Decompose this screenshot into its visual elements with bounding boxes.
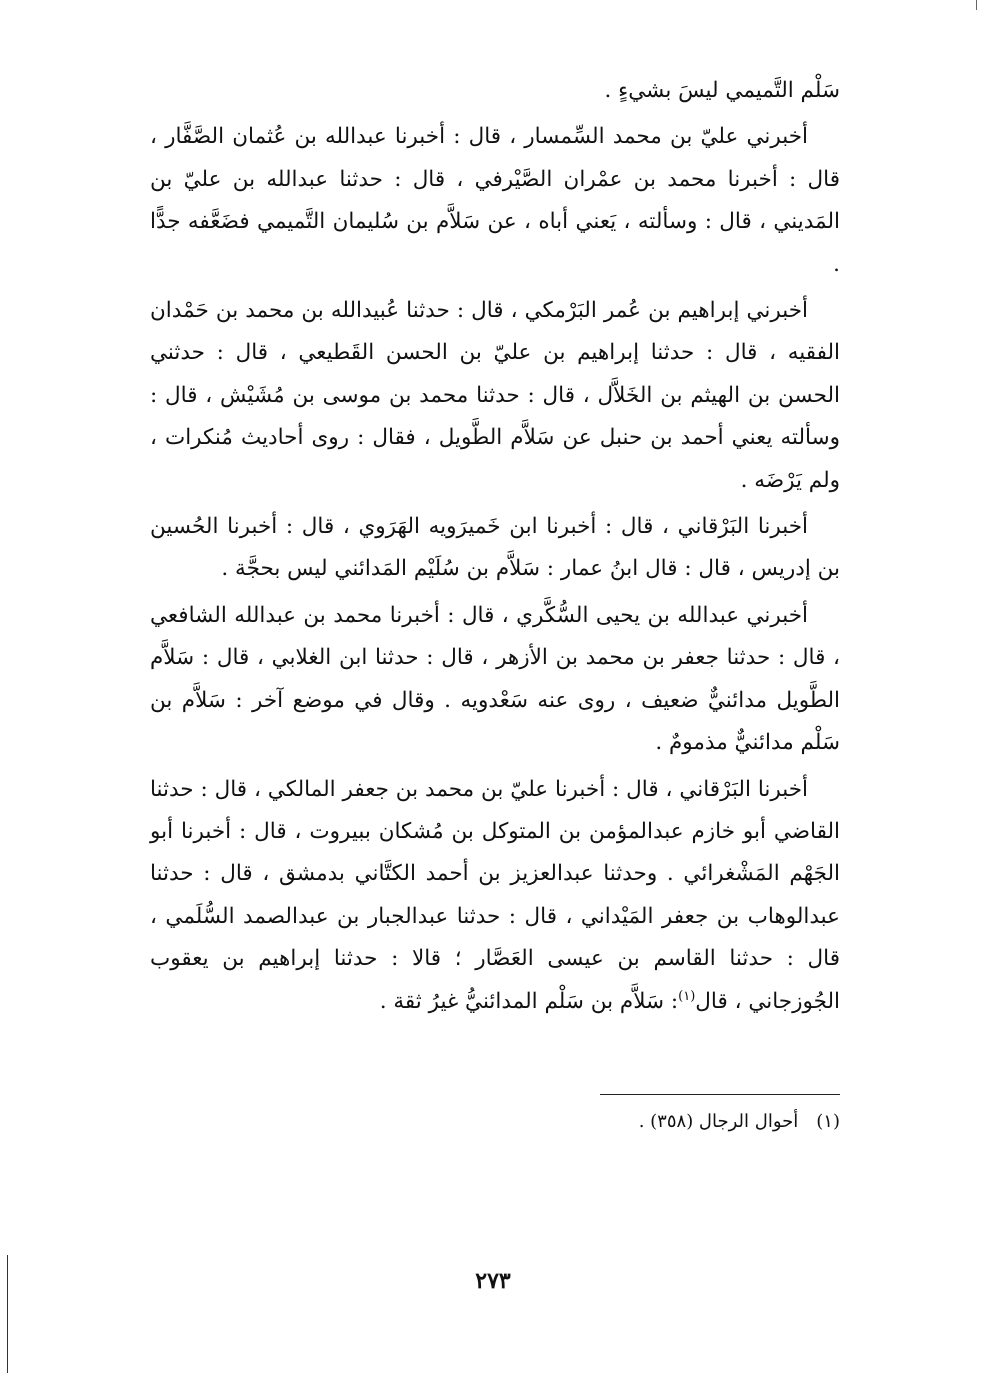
paragraph: أخبرنا البَرْقاني ، قال : أخبرنا ابن خَميرَويه الهَرَوي ، قال : أخبرنا الحُسين بن إدريس ، قال : قال ابنُ عمار : سَلاَّم بن سُلَيْم المَدائني ليس بحجَّة . xyxy=(150,514,840,582)
footnote-number: (١) xyxy=(816,1111,840,1132)
paragraph: أخبرني عليّ بن محمد السِّمسار ، قال : أخبرنا عبدالله بن عُثمان الصَّفَّار ، قال : أخبرنا محمد بن عمْران الصَّيْرفي ، قال : حدثنا عبدالله بن عليّ بن المَديني ، قال : وسألته ، يَعني أباه ، عن سَلاَّم بن سُليمان التَّميمي فضَعَّفه جدًّا . xyxy=(150,124,840,277)
main-text xyxy=(150,70,840,1027)
paragraph: أخبرني إبراهيم بن عُمر البَرْمكي ، قال : حدثنا عُبيدالله بن محمد بن حَمْدان الفقيه ، قال : حدثنا إبراهيم بن عليّ بن الحسن القَطيعي ، قال : حدثني الحسن بن الهيثم بن الخَلاَّل ، قال : حدثنا محمد بن موسى بن مُشَيْش ، قال : وسألته يعني أحمد بن حنبل عن سَلاَّم الطَّويل ، فقال : روى أحاديث مُنكرات ، ولم يَرْضَه . xyxy=(150,298,840,493)
paragraph-text: أخبرنا البَرْقاني ، قال : أخبرنا عليّ بن محمد بن جعفر المالكي ، قال : حدثنا القاضي أبو خازم عبدالمؤمن بن المتوكل بن مُشكان ببيروت ، قال : أخبرنا أبو الجَهْم المَشْغرائي . وحدثنا عبدالعزيز بن أحمد الكتَّاني بدمشق ، قال : حدثنا عبدالوهاب بن جعفر المَيْداني ، قال : حدثنا عبدالجبار بن عبدالصمد السُّلَمي ، قال : حدثنا القاسم بن عيسى العَصَّار ؛ قالا : حدثنا إبراهيم بن يعقوب الجُوزجاني ، قال xyxy=(150,776,840,1014)
footnote xyxy=(500,1105,840,1139)
scan-corner-mark xyxy=(976,0,977,10)
scan-margin-line xyxy=(7,1255,8,1373)
footnote-separator xyxy=(600,1094,840,1095)
footnote-text: أحوال الرجال (٣٥٨) . xyxy=(638,1111,799,1132)
paragraph-with-footnote xyxy=(150,769,840,1023)
paragraph-continuation: سَلْم التَّميمي ليسَ بشيءٍ . xyxy=(604,78,840,103)
paragraph-text-after-reference: : سَلاَّم بن سَلْم المدائنيُّ غيرُ ثقة . xyxy=(379,988,679,1014)
page-number: ٢٧٣ xyxy=(475,1268,511,1294)
paragraph: أخبرني عبدالله بن يحيى السُّكَّري ، قال : أخبرنا محمد بن عبدالله الشافعي ، قال : حدثنا جعفر بن محمد بن الأزهر ، قال : حدثنا ابن الغلابي ، قال : سَلاَّم الطَّويل مدائنيٌّ ضعيف ، روى عنه سَعْدويه . وقال في موضع آخر : سَلاَّم بن سَلْم مدائنيٌّ مذمومٌ . xyxy=(150,602,840,756)
footnote-reference[interactable]: (١) xyxy=(678,988,696,1004)
